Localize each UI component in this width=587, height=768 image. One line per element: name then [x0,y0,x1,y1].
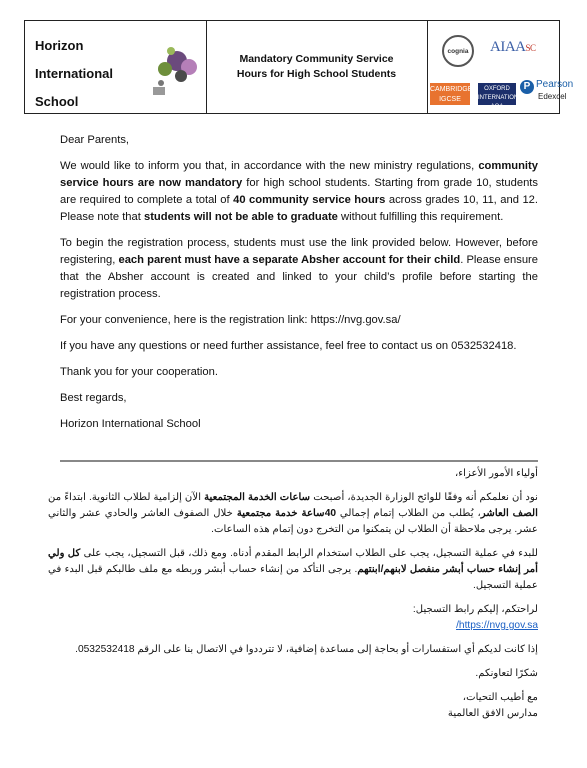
arabic-paragraph-2: للبدء في عملية التسجيل، يجب على الطلاب استخدام الرابط المقدم أدناه. ومع ذلك، قبل التسجيل، يجب على كل ولي أمر إنشاء حساب أبشر منفصل لابنهم/ابنتهم. يرجى التأكد من إنشاء حساب أبشر وربطه مع ملف طالبكم قبل البدء في عملية التسجيل. [48,548,538,591]
title-line2: Hours for High School Students [236,68,397,80]
aisc-logo-small: SC [525,43,536,53]
english-contact: If you have any questions or need further assistance, feel free to contact us on 0532532418. [60,340,517,352]
school-logo-icon [151,43,201,97]
english-registration-link: For your convenience, here is the registration link: https://nvg.gov.sa/ [60,314,401,326]
arabic-letter [48,466,538,722]
arabic-registration [48,602,538,634]
english-regards: Best regards, [60,392,127,404]
pearson-icon: P [520,80,534,94]
title-line1: Mandatory Community Service [239,53,394,65]
document-title [206,21,428,113]
accreditation-logos [428,21,574,113]
english-thanks: Thank you for your cooperation. [60,366,218,378]
english-letter [60,132,538,442]
school-name-line3: School [35,94,79,109]
aisc-logo-main: AIAA [490,39,526,55]
letterhead [24,20,574,114]
pearson-logo [520,79,574,109]
school-name-line1: Horizon [35,38,84,53]
english-signature: Horizon International School [60,418,201,430]
arabic-paragraph-1: نود أن نعلمكم أنه وفقًا للوائح الوزارة الجديدة، أصبحت ساعات الخدمة المجتمعية الآن إلزامية لطلاب الثانوية. ابتداءً من الصف العاشر، يُطلب من الطلاب إتمام إجمالي 40ساعة خدمة مجتمعية خلال الصفوف العاشر والحادي عشر والثاني عشر. يرجى ملاحظة أن الطلاب لن يتمكنوا من التخرج دون إتمام هذه الساعات. [48,492,538,535]
oxford-aqa-logo: OXFORD INTERNATIONAL AQA [478,83,516,105]
arabic-registration-label: لراحتكم، إليكم رابط التسجيل: [412,604,538,615]
english-greeting: Dear Parents, [60,134,130,146]
arabic-thanks: شكرًا لتعاونكم. [475,668,538,679]
aisc-logo [490,39,536,56]
pearson-name: Pearson [536,79,574,90]
school-block [25,21,207,113]
pearson-sub: Edexcel [538,92,567,101]
arabic-greeting: أولياء الأمور الأعزاء، [454,468,538,479]
cognia-logo: cognia [442,35,474,67]
school-name-line2: International [35,66,114,81]
language-divider [60,460,538,462]
registration-link[interactable]: https://nvg.gov.sa/ [456,620,538,631]
english-paragraph-2: To begin the registration process, students must use the link provided below. However, before registering, each parent must have a separate Absher account for their child. Please ensure that the Absher account is created and linked to your child’s profile before starting the registration process. [60,237,538,300]
school-name [35,32,113,116]
english-paragraph-1: We would like to inform you that, in accordance with the new ministry regulations, community service hours are now mandatory for high school students. Starting from grade 10, students are required to complete a total of 40 community service hours across grades 10, 11, and 12. Please note that students will not be able to graduate without fulfilling this requirement. [60,160,538,223]
arabic-contact: إذا كانت لديكم أي استفسارات أو بحاجة إلى مساعدة إضافية، لا تترددوا في الاتصال بنا على الرقم 0532532418. [75,644,538,655]
igcse-logo: CAMBRIDGE IGCSE [430,83,470,105]
arabic-regards: مع أطيب التحيات، مدارس الافق العالمية [447,692,538,719]
